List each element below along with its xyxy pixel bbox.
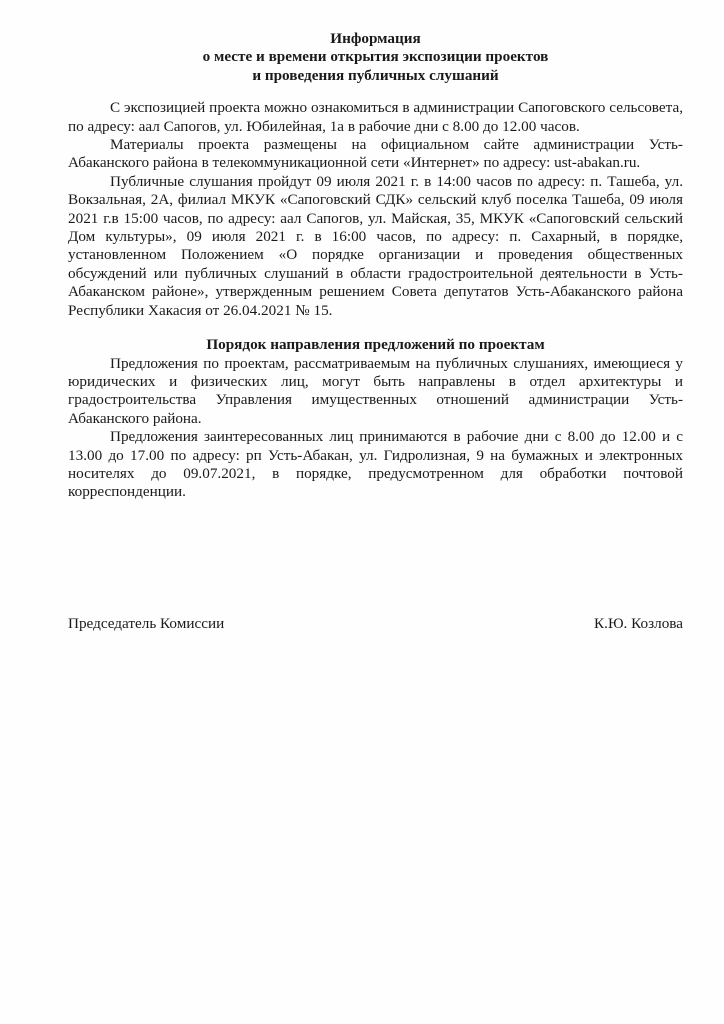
page-title xyxy=(68,30,683,85)
paragraph-proposals-submission: Предложения по проектам, рассматриваемым на публичных слушаниях, имеющиеся у юридических и физических лиц, могут быть направлены в отдел архитектуры и градостроительства Управления имущественных отношений администрации Усть-Абаканского района. xyxy=(68,354,683,427)
paragraph-exposition-access: С экспозицией проекта можно ознакомиться в администрации Сапоговского сельсовета, по адресу: аал Сапогов, ул. Юбилейная, 1а в рабочие дни с 8.00 до 12.00 часов. xyxy=(68,99,683,135)
paragraph-proposals-deadline: Предложения заинтересованных лиц принимаются в рабочие дни с 8.00 до 12.00 и с 13.00 до 17.00 по адресу: рп Усть-Абакан, ул. Гидролизная, 9 на бумажных и электронных носителях до 09.07.2021, в порядке, предусмотренном для обработки почтовой корреспонденции. xyxy=(68,428,683,501)
signature-role: Председатель Комиссии xyxy=(68,615,225,632)
page-title-line-2: о месте и времени открытия экспозиции проектов xyxy=(202,48,549,66)
page-title-line-3: и проведения публичных слушаний xyxy=(252,66,499,84)
signature-name: К.Ю. Козлова xyxy=(594,615,683,632)
section-heading-proposals: Порядок направления предложений по проектам xyxy=(206,336,545,354)
paragraph-materials-online: Материалы проекта размещены на официальном сайте администрации Усть-Абаканского района в телекоммуникационной сети «Интернет» по адресу: ust-abakan.ru. xyxy=(68,136,683,172)
signature-block xyxy=(68,615,683,633)
paragraph-hearings-schedule: Публичные слушания пройдут 09 июля 2021 г. в 14:00 часов по адресу: п. Ташеба, ул. Вокзальная, 2А, филиал МКУК «Сапоговский СДК» сельский клуб поселка Ташеба, 09 июля 2021 г.в 15:00 часов, по адресу: аал Сапогов, ул. Майская, 35, МКУК «Сапоговский сельский Дом культуры», 09 июля 2021 г. в 16:00 часов, по адресу: п. Сахарный, в порядке, установленном Положением «О порядке организации и проведения общественных обсуждений или публичных слушаний в области градостроительной деятельности в Усть-Абаканском районе», утвержденным решением Совета депутатов Усть-Абаканского района Республики Хакасия от 26.04.2021 № 15. xyxy=(68,172,683,319)
document-body xyxy=(68,30,683,502)
page-title-line-1: Информация xyxy=(330,30,421,47)
